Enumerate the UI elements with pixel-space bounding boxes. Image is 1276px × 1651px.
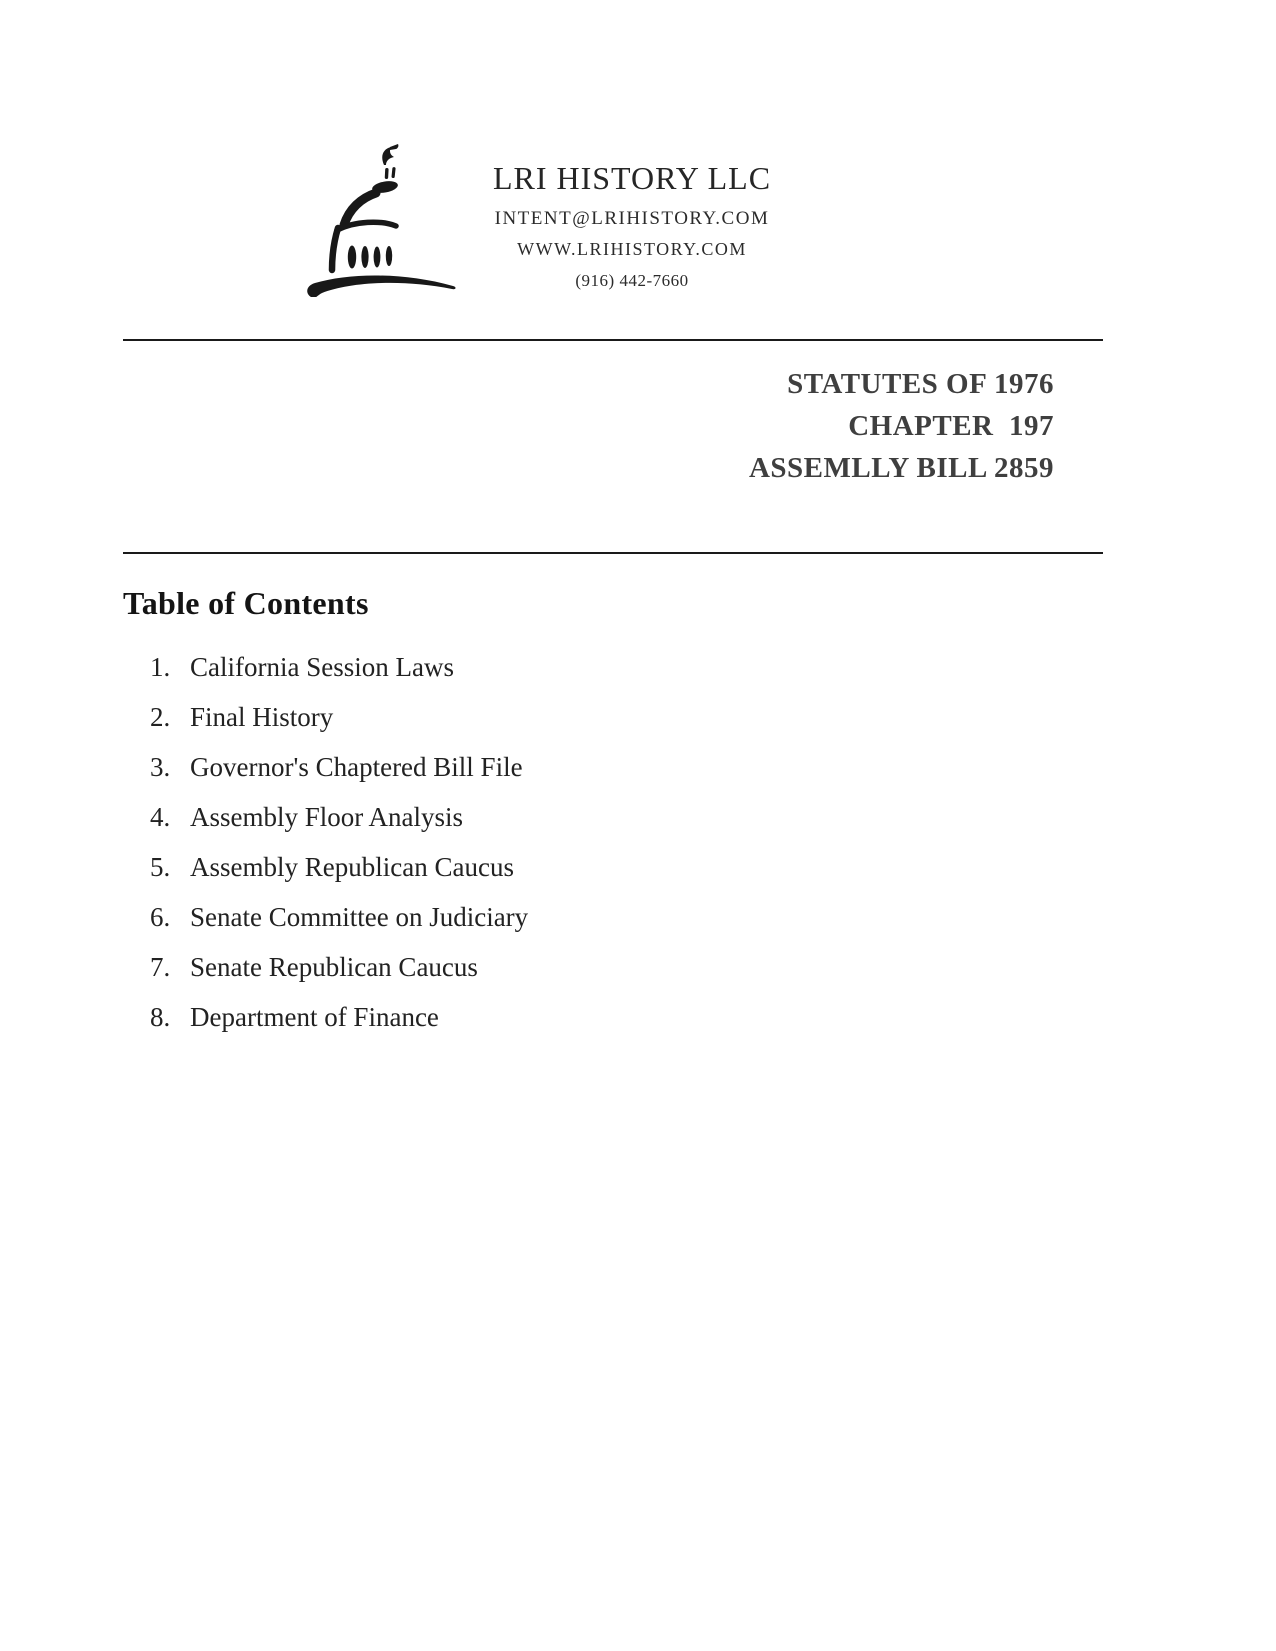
chapter-line: CHAPTER 197: [848, 410, 1054, 442]
toc-heading: Table of Contents: [123, 585, 369, 621]
bill-line: ASSEMLLY BILL 2859: [748, 452, 1054, 484]
toc-item-number: 5.: [150, 852, 171, 882]
divider-bottom: [123, 552, 1103, 554]
toc-item: [150, 1002, 528, 1052]
toc-list: [150, 652, 528, 1052]
toc-item: [150, 702, 528, 752]
toc-item: [150, 752, 528, 802]
toc-item-label: Senate Committee on Judiciary: [190, 902, 529, 932]
toc-item-number: 1.: [150, 652, 171, 682]
toc-item: [150, 852, 528, 902]
toc-item-label: Governor's Chaptered Bill File: [190, 752, 523, 782]
toc-item-label: California Session Laws: [190, 652, 454, 682]
company-email: INTENT@LRIHISTORY.COM: [494, 208, 770, 229]
toc-item-number: 4.: [150, 802, 171, 832]
toc-item: [150, 952, 528, 1002]
toc-item-number: 2.: [150, 702, 171, 732]
toc-item-number: 7.: [150, 952, 171, 982]
company-website: WWW.LRIHISTORY.COM: [517, 239, 747, 259]
divider-top: [123, 339, 1103, 341]
toc-item-label: Department of Finance: [190, 1002, 439, 1032]
statutes-line: STATUTES OF 1976: [787, 368, 1054, 400]
toc-item-label: Assembly Floor Analysis: [190, 802, 464, 832]
company-phone: (916) 442-7660: [575, 271, 689, 290]
toc-item-number: 3.: [150, 752, 171, 782]
toc-item-number: 8.: [150, 1002, 171, 1032]
toc-item-label: Final History: [190, 702, 334, 732]
toc-item-label: Senate Republican Caucus: [190, 952, 478, 982]
toc-item: [150, 652, 528, 702]
toc-item-label: Assembly Republican Caucus: [190, 852, 514, 882]
document-title-block: [749, 363, 1054, 489]
company-name: LRI HISTORY LLC: [492, 160, 772, 196]
toc-item: [150, 902, 528, 952]
toc-item-number: 6.: [150, 902, 171, 932]
toc-item: [150, 802, 528, 852]
